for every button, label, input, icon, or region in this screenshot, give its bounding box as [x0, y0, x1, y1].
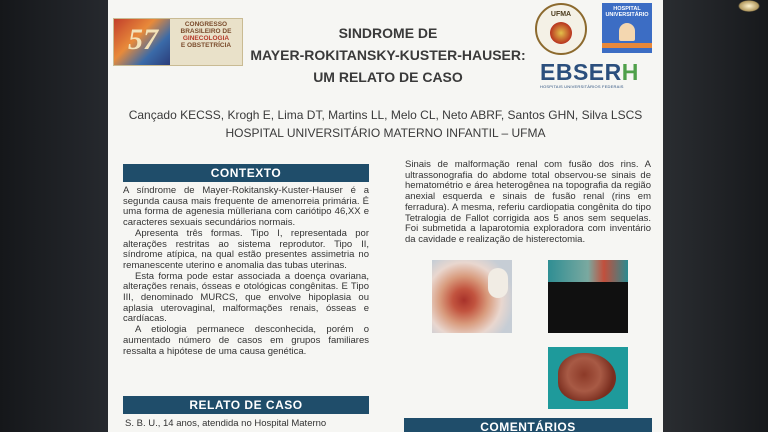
specimen-photo — [548, 347, 628, 409]
specimen-shape — [558, 353, 616, 401]
ufma-logo — [535, 3, 587, 55]
contexto-paragraph-2: Apresenta três formas. Tipo I, representada por alterações restritas ao sistema reprodutor. Tipo II, síndrome atípica, na qual estão presentes assimetria no remanescente uterino e anomalia das tubas uterinas. — [123, 227, 369, 271]
title-line2: MAYER-ROKITANSKY-KUSTER-HAUSER: — [250, 47, 526, 63]
section-relato-header: RELATO DE CASO — [123, 396, 369, 414]
contexto-paragraph-1: A síndrome de Mayer-Rokitansky-Kuster-Hauser é a segunda causa mais frequente de amenorreia primária. É uma forma de agenesia mülleriana com cariótipo 46,XX e caracteres sexuais secundários normais. — [123, 185, 369, 229]
glove-shape — [488, 268, 508, 298]
hospital-figure-icon — [619, 23, 635, 41]
relato-text: S. B. U., 14 anos, atendida no Hospital Materno — [125, 418, 327, 429]
congress-number: 57 — [128, 23, 158, 56]
ebserh-logo — [540, 60, 650, 89]
affiliation: HOSPITAL UNIVERSITÁRIO MATERNO INFANTIL – UFMA — [225, 126, 546, 140]
left-background — [0, 0, 108, 432]
congress-logo — [113, 18, 243, 66]
congress-line4: E OBSTETRÍCIA — [180, 42, 232, 49]
poster — [108, 0, 663, 432]
case-paragraph: Sinais de malformação renal com fusão dos rins. A ultrassonografia do abdome total observou-se sinais de hematométrio e área heterogênea na topografia da região anexial esquerda e sinais de fusão renal (rins em ferradura). A mesma, referiu cardiopatia congênita do tipo Tetralogia de Fallot corrigida aos 5 anos sem sequelas. Foi submetida a laparotomia exploradora com inventário da cavidade e realização de histerectomia. — [405, 159, 651, 245]
surgery-photo-1 — [432, 260, 512, 333]
congress-logo-art — [114, 19, 170, 65]
case-text — [405, 160, 651, 246]
hospital-stripe — [602, 43, 652, 48]
congress-line3: GINECOLOGIA — [182, 35, 230, 42]
section-contexto-header: CONTEXTO — [123, 164, 369, 182]
contexto-paragraph-4: A etiologia permanece desconhecida, porém o aumentado número de casos em grupos familiares ressalta a hipótese de uma causa genética. — [123, 324, 369, 357]
light-glare — [738, 0, 760, 12]
photo-2-top — [548, 260, 628, 282]
hospital-logo-text: HOSPITAL UNIVERSITÁRIO — [605, 6, 649, 18]
right-background — [663, 0, 768, 432]
ufma-logo-text: UFMA — [550, 11, 572, 18]
contexto-paragraph-3: Esta forma pode estar associada a doença ovariana, alterações renais, ósseas e otológicas congênitas. E Tipo III, denominado MURCS, que envolve hipoplasia ou aplasia uterovaginal, malformações renais, ósseas e cardíacas. — [123, 270, 369, 325]
section-comentarios-header: COMENTÁRIOS — [404, 418, 652, 432]
poster-title — [248, 22, 528, 88]
ufma-emblem-icon — [550, 22, 572, 44]
title-line1: SINDROME DE — [338, 25, 438, 41]
ebserh-tagline: HOSPITAIS UNIVERSITÁRIOS FEDERAIS — [540, 84, 624, 89]
ebserh-logo-text: EBSER — [540, 59, 622, 85]
surgery-photo-2 — [548, 260, 628, 333]
title-line3: UM RELATO DE CASO — [313, 69, 463, 85]
congress-logo-text — [170, 19, 242, 65]
contexto-text — [123, 186, 369, 357]
ebserh-logo-h: H — [621, 59, 639, 85]
congress-line2: BRASILEIRO DE — [180, 28, 232, 35]
authors: Cançado KECSS, Krogh E, Lima DT, Martins LL, Melo CL, Neto ABRF, Santos GHN, Silva LSCS — [128, 108, 643, 122]
congress-line1: CONGRESSO — [184, 21, 228, 28]
hospital-logo — [602, 3, 652, 53]
